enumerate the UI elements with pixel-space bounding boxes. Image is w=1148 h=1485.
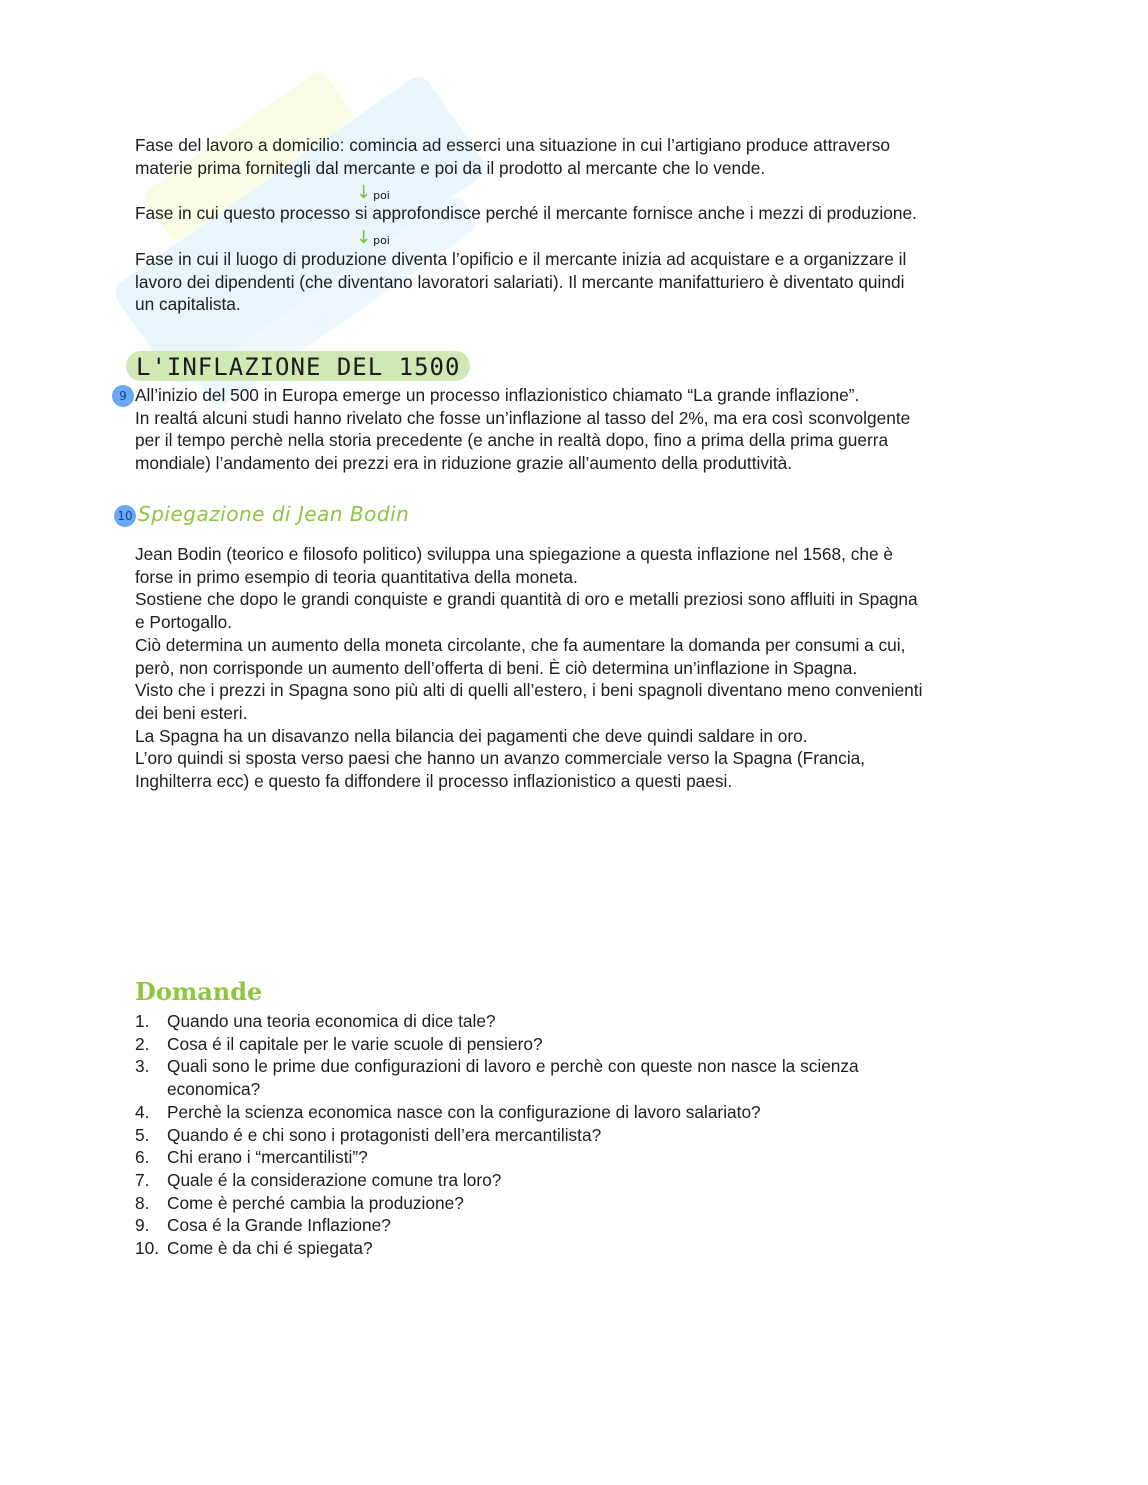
subheading-bodin: Spiegazione di Jean Bodin <box>138 502 410 526</box>
paragraph-lavoro-domicilio: Fase del lavoro a domicilio: comincia ad esserci una situazione in cui l’artigiano produce attraverso materie prima fornitegli dal mercante e poi da il prodotto al mercante che lo vende. <box>135 135 890 178</box>
question-text: Come è da chi é spiegata? <box>167 1238 373 1259</box>
question-text: Quale é la considerazione comune tra loro? <box>167 1169 502 1190</box>
badge-9: 9 <box>112 385 134 407</box>
question-item <box>135 1214 1015 1237</box>
question-text: Cosa é la Grande Inflazione? <box>167 1215 391 1236</box>
question-item <box>135 1192 1015 1215</box>
domande-title: Domande <box>135 977 263 1006</box>
question-number: 6. <box>135 1147 150 1168</box>
question-text: Quando é e chi sono i protagonisti dell’era mercantilista? <box>167 1124 602 1145</box>
question-number: 10. <box>135 1238 160 1259</box>
poi-annotation <box>356 180 390 202</box>
question-number: 5. <box>135 1124 150 1145</box>
paragraph-approfondisce: Fase in cui questo processo si approfondisce perché il mercante fornisce anche i mezzi di produzione. <box>135 203 917 223</box>
questions-list <box>135 1010 1015 1260</box>
question-number: 2. <box>135 1033 150 1054</box>
question-number: 8. <box>135 1192 150 1213</box>
paragraph-inflazione: All’inizio del 500 in Europa emerge un processo inflazionistico chiamato “La grande inflazione”. In realtá alcuni studi hanno rivelato che fosse un’inflazione al tasso del 2%, ma era così sconvolgente per il tempo perchè nella storia precedente (e anche in realtà dopo, fino a prima della prima guerra mondiale) l’andamento dei prezzi era in riduzione grazie all’aumento della produttività. <box>135 385 911 474</box>
question-number: 1. <box>135 1011 150 1031</box>
question-text: Quando una teoria economica di dice tale? <box>167 1011 496 1031</box>
down-arrow-icon: ↓ <box>356 182 372 203</box>
question-text: Perchè la scienza economica nasce con la configurazione di lavoro salariato? <box>167 1101 761 1122</box>
poi-label: poi <box>373 234 390 247</box>
question-item <box>135 1033 1015 1056</box>
question-number: 3. <box>135 1056 150 1077</box>
question-number: 4. <box>135 1101 150 1122</box>
paragraph-bodin: Jean Bodin (teorico e filosofo politico) sviluppa una spiegazione a questa inflazione nel 1568, che è forse in primo esempio di teoria quantitativa della moneta. Sostiene che dopo le grandi conquiste e grandi quantità di oro e metalli preziosi sono affluiti in Spagna e Portogallo. Ciò determina un aumento della moneta circolante, che fa aumentare la domanda per consumi a cui, però, non corrisponde un aumento dell’offerta di beni. È ciò determina un’inflazione in Spagna. Visto che i prezzi in Spagna sono più alti di quelli all’estero, i beni spagnoli diventano meno convenienti dei beni esteri. La Spagna ha un disavanzo nella bilancia dei pagamenti che deve quindi saldare in oro. L’oro quindi si sposta verso paesi che hanno un avanzo commerciale verso la Spagna (Francia, Inghilterra ecc) e questo fa diffondere il processo inflazionistico a questi paesi. <box>135 544 923 792</box>
poi-annotation <box>356 225 390 247</box>
question-item <box>135 1237 1015 1260</box>
question-text: Chi erano i “mercantilisti”? <box>167 1147 368 1168</box>
question-text: Come è perché cambia la produzione? <box>167 1192 464 1213</box>
paragraph-opificio: Fase in cui il luogo di produzione diventa l’opificio e il mercante inizia ad acquistare e a organizzare il lavoro dei dipendenti (che diventano lavoratori salariati). Il mercante manifatturiero è diventato quindi un capitalista. <box>135 249 907 315</box>
question-text: Quali sono le prime due configurazioni di lavoro e perchè con queste non nasce la scienza economica? <box>167 1056 859 1100</box>
question-item <box>135 1146 1015 1169</box>
down-arrow-icon: ↓ <box>356 227 372 248</box>
question-number: 7. <box>135 1169 150 1190</box>
question-text: Cosa é il capitale per le varie scuole di pensiero? <box>167 1033 543 1054</box>
badge-10: 10 <box>114 505 136 527</box>
question-item <box>135 1169 1015 1192</box>
poi-label: poi <box>373 189 390 202</box>
question-item <box>135 1101 1015 1124</box>
section-heading-inflazione: L'INFLAZIONE DEL 1500 <box>126 351 470 381</box>
question-item <box>135 1055 1015 1100</box>
question-item <box>135 1010 1015 1033</box>
question-number: 9. <box>135 1215 150 1236</box>
question-item <box>135 1124 1015 1147</box>
